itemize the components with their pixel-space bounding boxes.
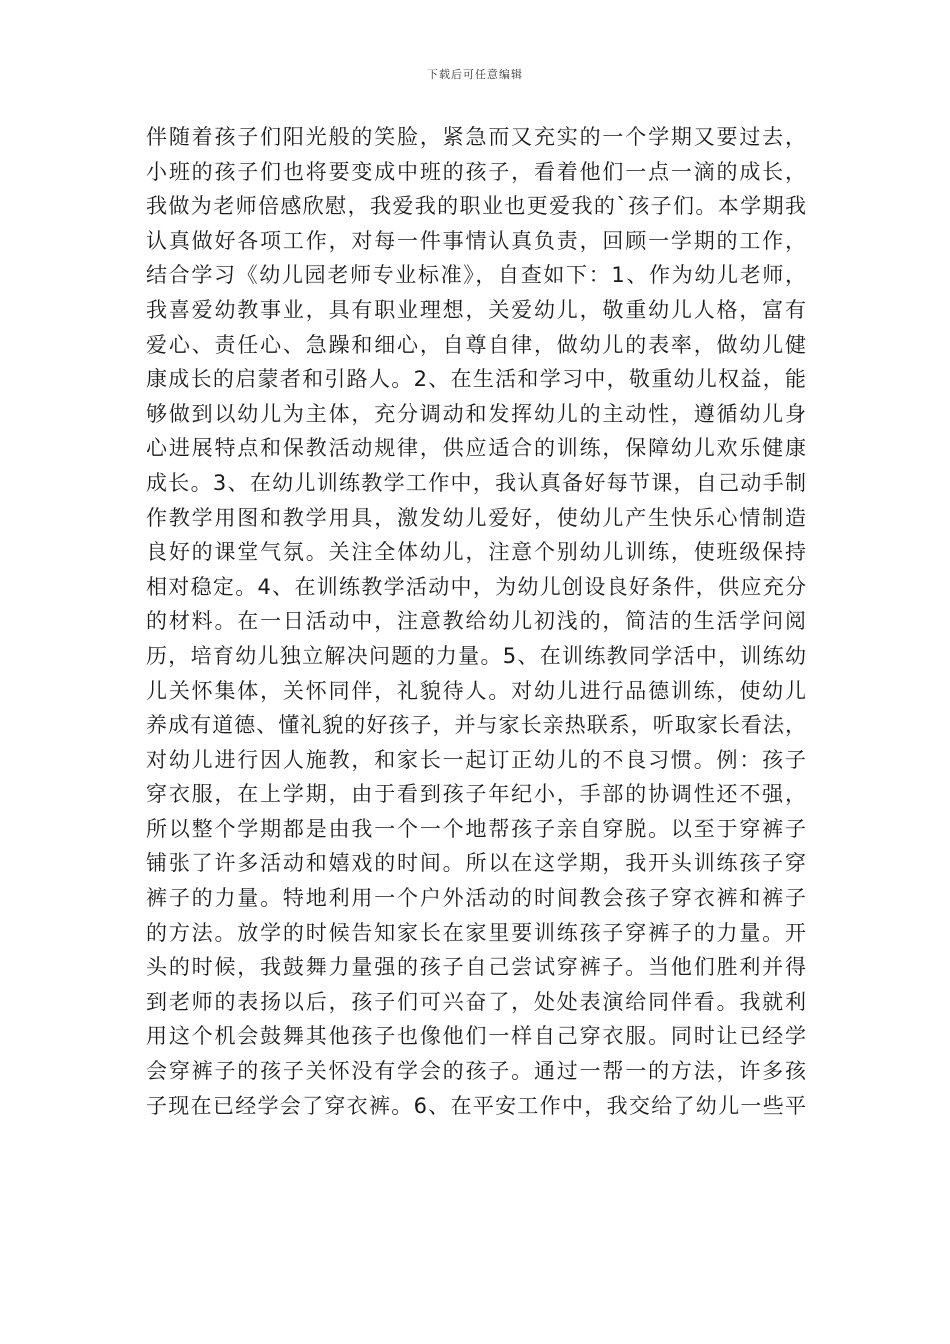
text-line: 养成有道德、懂礼貌的好孩子，并与家长亲热联系，听取家长看法， bbox=[146, 713, 806, 738]
text-line: 铺张了许多活动和嬉戏的时间。所以在这学期，我开头训练孩子穿 bbox=[146, 851, 806, 876]
text-line: 子现在已经学会了穿衣裤。6、在平安工作中，我交给了幼儿一些平 bbox=[146, 1093, 806, 1118]
text-line: 到老师的表扬以后，孩子们可兴奋了，处处表演给同伴看。我就利 bbox=[146, 989, 806, 1014]
text-line: 结合学习《幼儿园老师专业标准》，自查如下：1、作为幼儿老师， bbox=[146, 263, 806, 288]
text-line: 爱心、责任心、急躁和细心，自尊自律，做幼儿的表率，做幼儿健 bbox=[146, 332, 806, 357]
text-line: 对幼儿进行因人施教，和家长一起订正幼儿的不良习惯。例：孩子 bbox=[146, 747, 806, 772]
text-line: 伴随着孩子们阳光般的笑脸，紧急而又充实的一个学期又要过去， bbox=[146, 125, 806, 149]
text-line: 我喜爱幼教事业，具有职业理想，关爱幼儿，敬重幼儿人格，富有 bbox=[146, 297, 806, 322]
text-line: 用这个机会鼓舞其他孩子也像他们一样自己穿衣服。同时让已经学 bbox=[146, 1024, 806, 1049]
text-line: 头的时候，我鼓舞力量强的孩子自己尝试穿裤子。当他们胜利并得 bbox=[146, 955, 806, 980]
text-line: 良好的课堂气氛。关注全体幼儿，注意个别幼儿训练，使班级保持 bbox=[146, 540, 806, 565]
text-line: 心进展特点和保教活动规律，供应适合的训练，保障幼儿欢乐健康 bbox=[146, 436, 806, 461]
text-line: 所以整个学期都是由我一个一个地帮孩子亲自穿脱。以至于穿裤子 bbox=[146, 816, 806, 841]
text-line: 认真做好各项工作，对每一件事情认真负责，回顾一学期的工作， bbox=[146, 228, 806, 253]
text-line: 够做到以幼儿为主体，充分调动和发挥幼儿的主动性，遵循幼儿身 bbox=[146, 401, 806, 426]
text-line: 作教学用图和教学用具，激发幼儿爱好，使幼儿产生快乐心情制造 bbox=[146, 505, 806, 530]
text-line: 的材料。在一日活动中，注意教给幼儿初浅的，简洁的生活学问阅 bbox=[146, 609, 806, 634]
body-paragraph bbox=[146, 120, 806, 1123]
text-line: 康成长的启蒙者和引路人。2、在生活和学习中，敬重幼儿权益，能 bbox=[146, 367, 806, 392]
text-line: 儿关怀集体，关怀同伴，礼貌待人。对幼儿进行品德训练，使幼儿 bbox=[146, 678, 806, 703]
text-line: 的方法。放学的时候告知家长在家里要训练孩子穿裤子的力量。开 bbox=[146, 920, 806, 945]
text-line: 小班的孩子们也将要变成中班的孩子，看着他们一点一滴的成长， bbox=[146, 159, 806, 184]
text-line: 历，培育幼儿独立解决问题的力量。5、在训练教同学活中，训练幼 bbox=[146, 643, 806, 668]
text-line: 我做为老师倍感欣慰，我爱我的职业也更爱我的`孩子们。本学期我 bbox=[146, 194, 806, 219]
text-line: 成长。3、在幼儿训练教学工作中，我认真备好每节课，自己动手制 bbox=[146, 470, 806, 495]
page-header: 下载后可任意编辑 bbox=[427, 68, 523, 81]
text-line: 会穿裤子的孩子关怀没有学会的孩子。通过一帮一的方法，许多孩 bbox=[146, 1059, 806, 1084]
text-line: 穿衣服，在上学期，由于看到孩子年纪小，手部的协调性还不强， bbox=[146, 782, 806, 807]
text-line: 裤子的力量。特地利用一个户外活动的时间教会孩子穿衣裤和裤子 bbox=[146, 886, 806, 911]
text-line: 相对稳定。4、在训练教学活动中，为幼儿创设良好条件，供应充分 bbox=[146, 574, 806, 599]
